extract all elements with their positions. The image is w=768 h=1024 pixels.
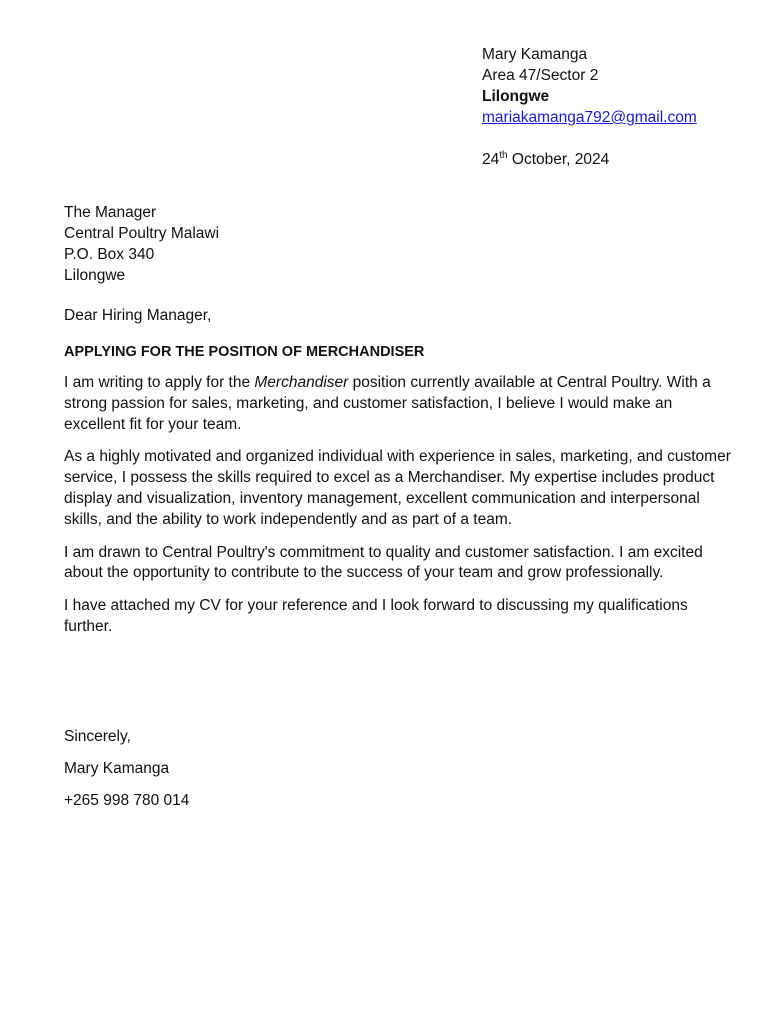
recipient-company: Central Poultry Malawi [64,225,220,242]
closing-salutation: Sincerely, [64,728,131,745]
sender-block [482,44,697,170]
paragraph-1-end: position currently available at Central Poultry. With a strong passion for sales, marketing, and customer satisfaction, I believe I would make an excellent fit for your team. [64,374,711,433]
letter-body [64,373,734,650]
greeting: Dear Hiring Manager, [64,307,212,324]
closing-phone: +265 998 780 014 [64,792,190,809]
letter-date [482,149,697,170]
sender-address: Area 47/Sector 2 [482,67,599,84]
sender-email-link[interactable]: mariakamanga792@gmail.com [482,109,697,126]
sender-city: Lilongwe [482,88,550,105]
subject-line: APPLYING FOR THE POSITION OF MERCHANDISER [64,344,425,360]
recipient-block [64,202,219,286]
date-suffix: th [499,149,508,161]
paragraph-3: I am drawn to Central Poultry's commitment to quality and customer satisfaction. I am excited about the opportunity to contribute to the success of your team and grow professionally. [64,543,703,582]
recipient-city: Lilongwe [64,267,126,284]
recipient-title: The Manager [64,204,157,221]
date-rest: October, 2024 [507,151,610,168]
paragraph-4: I have attached my CV for your reference and I look forward to discussing my qualifications further. [64,597,688,635]
paragraph-2: As a highly motivated and organized individual with experience in sales, marketing, and customer service, I possess the skills required to excel as a Merchandiser. My expertise includes product display and visualization, inventory management, excellent communication and interpersonal skills, and the ability to work independently and as part of a team. [64,448,731,528]
closing-block [64,726,189,822]
sender-name: Mary Kamanga [482,46,588,63]
position-title: Merchandiser [254,374,349,391]
date-day: 24 [482,151,500,168]
paragraph-1-start: I am writing to apply for the [64,374,255,391]
recipient-po-box: P.O. Box 340 [64,246,155,263]
closing-name: Mary Kamanga [64,760,170,777]
paragraph-1 [64,373,734,435]
